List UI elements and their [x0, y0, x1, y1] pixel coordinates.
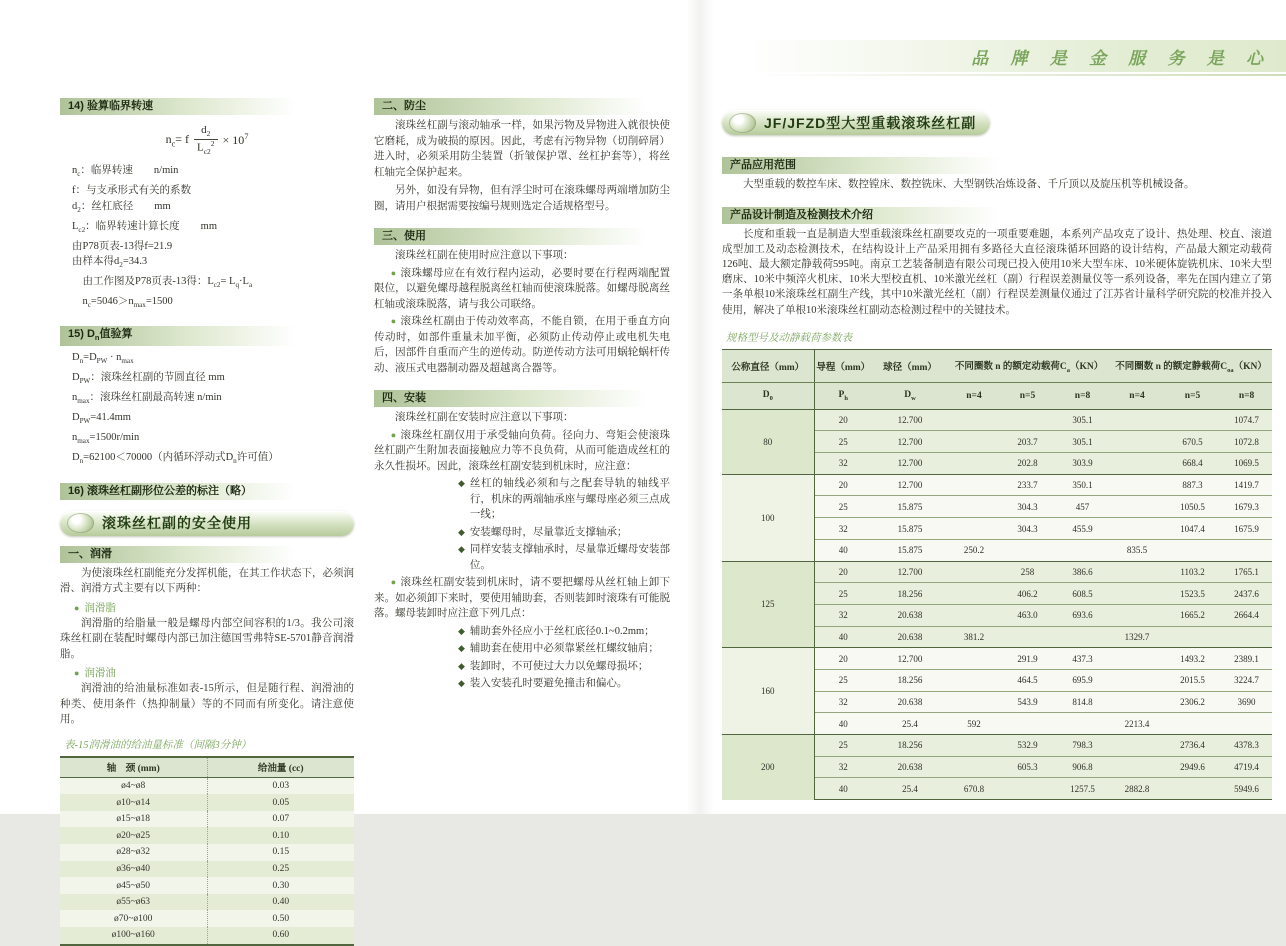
diamond-icon: ◆ [458, 678, 465, 688]
oil-table-row [60, 811, 354, 828]
oil-table-cell: ø15~ø18 [60, 811, 207, 828]
spec-cell: 463.0 [1000, 604, 1055, 626]
diamond-icon: ◆ [458, 643, 465, 653]
spec-cell [1110, 648, 1164, 670]
formula-tail: × $10^7$ [222, 132, 249, 148]
def-line: $n_c$：临界转速 n/min [72, 165, 179, 179]
diamond-icon: ◆ [458, 625, 465, 636]
section-15-header: 15) $D_n$值验算 [60, 326, 354, 346]
spec-cell [1110, 453, 1164, 475]
spec-table-caption: 规格型号及动静载荷参数表 [726, 332, 852, 344]
def-line: $D_n=62100<70000$（内循环浮动式$D_n$许可值） [72, 451, 279, 465]
page-spine-shadow [686, 0, 714, 814]
product-series-title: JF/JFZD型大型重载滚珠丝杠副 [764, 114, 977, 131]
spec-cell [948, 518, 1000, 540]
spec-cell [1221, 626, 1272, 648]
dust-paragraph-2: 另外，如没有异物，但有浮尘时可在滚珠螺母两端增加防尘圈，请用户根据需要按编号规则选定合适规格型号。 [374, 185, 670, 212]
spec-cell [1110, 561, 1164, 583]
spec-cell [1164, 539, 1221, 561]
spec-cell [1000, 778, 1055, 800]
install-diamond-item [458, 676, 670, 692]
oil-table-row [60, 844, 354, 861]
section-14-header: 14) 验算临界转速 [60, 98, 354, 115]
spec-cell: 381.2 [948, 626, 1000, 648]
spec-cell: 1765.1 [1221, 561, 1272, 583]
spec-cell [1110, 409, 1164, 431]
slogan-banner [746, 40, 1286, 72]
spec-cell: 18.256 [872, 669, 948, 691]
spec-cell: 12.700 [872, 648, 948, 670]
spec-cell [1164, 713, 1221, 735]
spec-table-row [722, 561, 1272, 583]
install-bullet-1-text: 滚珠丝杠副仅用于承受轴向负荷。径向力、弯矩会使滚珠丝杠副产生附加表面接触应力等不良负荷，从而可能造成丝杠的永久性损坏。因此，滚珠丝杠副安装到机床时，应注意： [374, 429, 671, 472]
diamond-icon: ◆ [458, 526, 465, 537]
spec-cell: 25.4 [872, 778, 948, 800]
spec-cell: 25 [814, 431, 872, 453]
spec-cell [948, 409, 1000, 431]
def-line: $n_c=5046>n_{max}=1500$ [72, 296, 173, 310]
spec-cell: 4719.4 [1221, 756, 1272, 778]
def-line: 由P78页表-13得f=21.9 [72, 240, 173, 252]
spec-cell: 457 [1055, 496, 1110, 518]
fraction-numerator: $d_2$ [201, 124, 211, 139]
oil-table-cell: ø55~ø63 [60, 894, 207, 911]
spec-cell [1110, 735, 1164, 757]
spec-cell: 814.8 [1055, 691, 1110, 713]
spec-h2-n5s: n=5 [1164, 382, 1221, 409]
diamond-text: 辅助套外径应小于丝杠底径0.1~0.2mm； [469, 625, 655, 637]
spec-cell: 258 [1000, 561, 1055, 583]
spec-cell: 1679.3 [1221, 496, 1272, 518]
spec-cell [948, 453, 1000, 475]
oil-table-cell: ø28~ø32 [60, 844, 207, 861]
spec-cell [1055, 539, 1110, 561]
oil-table-cell: 0.60 [207, 927, 354, 945]
spec-cell: 40 [814, 713, 872, 735]
grease-label: 润滑脂 [84, 602, 116, 614]
fraction-denominator: $L_{c2}^2$ [194, 139, 218, 156]
spec-cell: 835.5 [1110, 539, 1164, 561]
spec-cell: 608.5 [1055, 583, 1110, 605]
spec-cell: 695.9 [1055, 669, 1110, 691]
nominal-diameter-cell: 100 [722, 474, 814, 561]
spec-cell: 887.3 [1164, 474, 1221, 496]
spec-cell [1110, 604, 1164, 626]
product-series-capsule [722, 110, 990, 135]
def-line: $n_{max}=1500r/\min$ [72, 431, 140, 445]
critical-speed-formula [60, 124, 354, 156]
spec-cell [1110, 691, 1164, 713]
install-diamond-item [458, 525, 670, 541]
spec-cell: 12.700 [872, 474, 948, 496]
table15-caption: 表-15润滑油的给油量标准（间隔3分钟） [64, 739, 252, 751]
oil-table-header-row [60, 757, 354, 778]
oil-table-cell: 0.25 [207, 861, 354, 878]
spec-h-dynamic-load: 不同圈数 n 的额定动载荷$C_a(KN)$ [948, 349, 1110, 382]
spec-cell: 2664.4 [1221, 604, 1272, 626]
spec-cell [1000, 539, 1055, 561]
oil-table-row [60, 794, 354, 811]
tech-header: 产品设计制造及检测技术介绍 [722, 207, 1068, 224]
spec-cell [948, 561, 1000, 583]
spec-cell: 3224.7 [1221, 669, 1272, 691]
spec-cell: 406.2 [1000, 583, 1055, 605]
spec-cell [1164, 409, 1221, 431]
spec-cell: 4378.3 [1221, 735, 1272, 757]
oil-table-cell: 0.30 [207, 877, 354, 894]
spec-cell [1055, 713, 1110, 735]
spec-cell: 5949.6 [1221, 778, 1272, 800]
use-bullet-2-text: 滚珠丝杠副由于传动效率高，不能自锁，在用于垂直方向传动时，如部件重量未加平衡，必须防止传动停止或电机失电后，因部件自重而产生的逆传动。防逆传动方法可用蜗轮蜗杆传动、液压式电器制动器及超越离合器等。 [374, 316, 671, 374]
use-bullet-1 [374, 266, 670, 313]
application-text: 大型重载的数控车床、数控镗床、数控铣床、大型钢铁冶炼设备、千斤顶以及旋压机等机械设备。 [743, 179, 1195, 190]
spec-header-row-2 [722, 382, 1272, 409]
spec-cell: 18.256 [872, 583, 948, 605]
spec-cell: 1072.8 [1221, 431, 1272, 453]
spec-cell [1110, 518, 1164, 540]
use-intro: 滚珠丝杠副在使用时应注意以下事项： [395, 250, 574, 261]
capsule-ball-icon [729, 113, 756, 133]
lubrication-intro: 为使滚珠丝杠副能充分发挥机能，在其工作状态下，必须润滑、润滑方式主要有以下两种： [60, 567, 354, 595]
spec-cell: 1665.2 [1164, 604, 1221, 626]
spec-cell: 1069.5 [1221, 453, 1272, 475]
spec-cell: 670.8 [948, 778, 1000, 800]
spec-cell: 798.3 [1055, 735, 1110, 757]
bullet-icon: ● [390, 267, 397, 278]
spec-cell [948, 735, 1000, 757]
spec-h2-n5: n=5 [1000, 382, 1055, 409]
spec-cell [1110, 496, 1164, 518]
spec-cell: 906.8 [1055, 756, 1110, 778]
def-line: $L_{c2}$：临界转速计算长度 mm [72, 220, 217, 234]
diamond-text: 辅助套在使用中必须靠紧丝杠螺纹轴肩； [469, 643, 659, 654]
spec-cell [948, 669, 1000, 691]
spec-table-row [722, 648, 1272, 670]
spec-cell [948, 496, 1000, 518]
spec-h2-dw: $D_w$ [872, 382, 948, 409]
diamond-text: 安装螺母时，尽量靠近支撑轴承； [469, 526, 628, 538]
middle-column [374, 98, 670, 692]
spec-cell: 2213.4 [1110, 713, 1164, 735]
def-line: 由工作图及P78页表-13得：$L_{c2}= L_q\cdot L_a$ [72, 276, 253, 290]
spec-cell: 25 [814, 735, 872, 757]
spec-cell: 15.875 [872, 518, 948, 540]
spec-cell: 12.700 [872, 561, 948, 583]
spec-cell: 291.9 [1000, 648, 1055, 670]
oil-supply-table [60, 756, 354, 946]
spec-cell [1000, 713, 1055, 735]
oil-table-cell: 0.03 [207, 777, 354, 794]
spec-table-row [722, 409, 1272, 431]
oil-table-row [60, 777, 354, 794]
spec-h2-n8: n=8 [1055, 382, 1110, 409]
spec-cell [948, 691, 1000, 713]
bullet-icon: ● [390, 429, 397, 440]
oil-table-row [60, 894, 354, 911]
install-header: 四、安装 [374, 390, 670, 407]
spec-cell: 1047.4 [1164, 518, 1221, 540]
spec-cell [1110, 583, 1164, 605]
tech-text: 长度和重载一直是制造大型重载滚珠丝杠副要攻克的一项重要难题，本系列产品攻克了设计、热处理、校直、滚道成型加工及动态检测技术，在结构设计上产品采用拥有多路径大直径滚珠循环回路的设计结构，产品最大额定动载荷126吨、最大额定静载荷595吨。南京工艺装备制造有限公司现已投入使用10米大型车床、10米硬体旋铣机床、10米大型磨床、10米中频淬火机床、10米大型校直机、10米激光丝杠（副）行程误差测量仪等一系列设备，率先在国内建立了第一条单根10米滚珠丝杠副生产线，其中10米激光丝杠（副）行程误差测量仪通过了江苏省计量科学研究院的校准并投入使用，解决了单根10米滚珠丝杠副动态检测过程中的关键技术。 [722, 228, 1272, 316]
oil-table-cell: ø36~ø40 [60, 861, 207, 878]
diamond-icon: ◆ [458, 544, 465, 554]
install-diamond-item [458, 476, 670, 523]
spec-cell: 15.875 [872, 539, 948, 561]
spec-cell [1164, 778, 1221, 800]
install-bullet-1 [374, 428, 670, 475]
diamond-text: 同样安装支撑轴承时，尽量靠近螺母安装部位。 [469, 544, 670, 571]
load-spec-table [722, 349, 1272, 800]
spec-cell: 437.3 [1055, 648, 1110, 670]
spec-cell: 25 [814, 496, 872, 518]
oil-table-cell: ø70~ø100 [60, 910, 207, 927]
section-16-header: 16) 滚珠丝杠副形位公差的标注（略） [60, 483, 354, 500]
spec-cell [1000, 626, 1055, 648]
def-line: $D_n=D_{PW} \cdot n_{max}$ [72, 352, 134, 366]
bullet-icon: ● [74, 668, 80, 679]
oil-paragraph: 润滑油的给油量标准如表-15所示，但是随行程、润滑油的种类、使用条件（热抑制量）等的不同而有所变化。请注意使用。 [60, 683, 354, 726]
spec-cell: 18.256 [872, 735, 948, 757]
spec-cell: 12.700 [872, 453, 948, 475]
spec-cell: 304.3 [1000, 518, 1055, 540]
spec-cell: 1050.5 [1164, 496, 1221, 518]
spec-cell: 668.4 [1164, 453, 1221, 475]
spec-cell: 1074.7 [1221, 409, 1272, 431]
spec-cell: 386.6 [1055, 561, 1110, 583]
spec-cell: 670.5 [1164, 431, 1221, 453]
spec-cell: 32 [814, 453, 872, 475]
nominal-diameter-cell: 160 [722, 648, 814, 735]
spec-cell: 1493.2 [1164, 648, 1221, 670]
spec-h2-ph: $P_h$ [814, 382, 872, 409]
spec-cell: 20.638 [872, 604, 948, 626]
spec-h-ball: 球径（mm） [872, 349, 948, 382]
oil-label: 润滑油 [84, 668, 116, 680]
oil-table-header-shaft: 轴 颈 (mm) [60, 757, 207, 778]
formula-fraction [194, 124, 218, 156]
safety-use-title: 滚珠丝杠副的安全使用 [102, 515, 252, 532]
install-diamond-item [458, 659, 670, 675]
spec-cell [948, 431, 1000, 453]
spec-cell: 32 [814, 756, 872, 778]
def-line: f：与支承形式有关的系数 [72, 185, 191, 197]
spec-cell: 2015.5 [1164, 669, 1221, 691]
spec-cell: 12.700 [872, 409, 948, 431]
spec-cell [1221, 713, 1272, 735]
install-intro: 滚珠丝杠副在安装时应注意以下事项： [395, 412, 574, 423]
spec-cell: 3690 [1221, 691, 1272, 713]
grease-label-line [74, 600, 354, 615]
oil-table-row [60, 910, 354, 927]
spec-h-diameter: 公称直径（mm） [722, 349, 814, 382]
use-header: 三、使用 [374, 228, 670, 245]
spec-cell [948, 756, 1000, 778]
formula-lhs: $n_c= f$ [165, 131, 189, 149]
use-bullet-2 [374, 314, 670, 376]
install-diamond-item [458, 542, 670, 573]
spec-h2-d0: $D_0$ [722, 382, 814, 409]
right-column [722, 110, 1272, 800]
oil-table-cell: 0.10 [207, 827, 354, 844]
spec-cell: 543.9 [1000, 691, 1055, 713]
spec-cell: 2949.6 [1164, 756, 1221, 778]
use-bullet-1-text: 滚珠螺母应在有效行程内运动，必要时要在行程两端配置限位，以避免螺母越程脱离丝杠轴而使滚珠脱落。如螺母脱离丝杠轴或滚珠脱落，请与我公司联络。 [374, 267, 671, 310]
install-bullet-2 [374, 575, 670, 622]
spec-cell [1221, 539, 1272, 561]
spec-table-row [722, 735, 1272, 757]
spec-cell: 20 [814, 409, 872, 431]
spec-table-row [722, 474, 1272, 496]
spec-h-lead: 导程（mm） [814, 349, 872, 382]
install-diamond-item [458, 641, 670, 657]
spec-h2-n4: n=4 [948, 382, 1000, 409]
spec-cell: 20.638 [872, 626, 948, 648]
def-line: $D_{PW}$：滚珠丝杠副的节圆直径 mm [72, 372, 225, 386]
safety-use-capsule [60, 511, 354, 536]
spec-cell [948, 474, 1000, 496]
spec-cell: 20 [814, 648, 872, 670]
diamond-text: 装卸时，不可使过大力以免螺母损坏； [469, 660, 649, 672]
spec-cell: 2437.6 [1221, 583, 1272, 605]
spec-cell: 1257.5 [1055, 778, 1110, 800]
spec-cell: 1103.2 [1164, 561, 1221, 583]
oil-table-header-amount: 给油量 (cc) [207, 757, 354, 778]
diamond-icon: ◆ [458, 660, 465, 671]
spec-cell: 592 [948, 713, 1000, 735]
def-line: $d_2$：丝杠底径 mm [72, 200, 171, 214]
spec-cell [1110, 669, 1164, 691]
oil-table-cell: ø20~ø25 [60, 827, 207, 844]
spec-cell: 40 [814, 539, 872, 561]
spec-cell: 20 [814, 474, 872, 496]
grease-paragraph: 润滑脂的给脂量一般是螺母内部空间容积的1/3。我公司滚珠丝杠副在装配时螺母内部已加注德国雪弗特SE-5701静音润滑脂。 [60, 617, 354, 660]
oil-table-cell: ø100~ø160 [60, 927, 207, 945]
diamond-icon: ◆ [458, 478, 465, 488]
application-header: 产品应用范围 [722, 157, 1068, 174]
spec-cell [1110, 431, 1164, 453]
spec-cell [948, 583, 1000, 605]
spec-cell [1055, 626, 1110, 648]
oil-table-cell: ø10~ø14 [60, 794, 207, 811]
oil-table-cell: ø4~ø8 [60, 777, 207, 794]
spec-cell [1164, 626, 1221, 648]
capsule-ball-icon [67, 513, 94, 533]
dust-header: 二、防尘 [374, 98, 670, 115]
lubrication-header: 一、润滑 [60, 546, 354, 563]
spec-cell: 2306.2 [1164, 691, 1221, 713]
spec-cell: 1675.9 [1221, 518, 1272, 540]
oil-table-cell: 0.07 [207, 811, 354, 828]
spec-cell: 2882.8 [1110, 778, 1164, 800]
def-line: 由样本得$d_2=34.3$ [72, 256, 148, 270]
spec-cell: 32 [814, 691, 872, 713]
spec-cell: 202.8 [1000, 453, 1055, 475]
oil-table-cell: 0.40 [207, 894, 354, 911]
spec-h2-n4s: n=4 [1110, 382, 1164, 409]
spec-cell: 1329.7 [1110, 626, 1164, 648]
nominal-diameter-cell: 80 [722, 409, 814, 474]
spec-cell: 20 [814, 561, 872, 583]
spec-cell: 350.1 [1055, 474, 1110, 496]
oil-table-row [60, 927, 354, 945]
oil-table-cell: 0.05 [207, 794, 354, 811]
spec-cell: 605.3 [1000, 756, 1055, 778]
spec-cell: 32 [814, 518, 872, 540]
oil-table-row [60, 861, 354, 878]
spec-cell: 304.3 [1000, 496, 1055, 518]
install-bullet-2-text: 滚珠丝杠副安装到机床时，请不要把螺母从丝杠轴上卸下来。如必须卸下来时，要使用辅助套，否则装卸时滚珠有可能脱落。螺母装卸时应注意下列几点： [374, 577, 671, 619]
spec-cell: 455.9 [1055, 518, 1110, 540]
spec-cell: 305.1 [1055, 409, 1110, 431]
spec-cell [1000, 409, 1055, 431]
diamond-text: 装入安装孔时要避免撞击和偏心。 [469, 678, 628, 689]
oil-table-cell: 0.50 [207, 910, 354, 927]
spec-cell [948, 604, 1000, 626]
spec-cell: 25.4 [872, 713, 948, 735]
slogan-text: 品 牌 是 金 服 务 是 心 [971, 48, 1272, 68]
spec-cell: 40 [814, 626, 872, 648]
spec-cell: 2389.1 [1221, 648, 1272, 670]
bullet-icon: ● [390, 316, 397, 326]
spec-cell: 15.875 [872, 496, 948, 518]
nominal-diameter-cell: 125 [722, 561, 814, 648]
oil-table-cell: ø45~ø50 [60, 877, 207, 894]
spec-cell: 32 [814, 604, 872, 626]
oil-table-cell: 0.15 [207, 844, 354, 861]
spec-cell: 233.7 [1000, 474, 1055, 496]
spec-cell: 12.700 [872, 431, 948, 453]
spec-cell: 250.2 [948, 539, 1000, 561]
spec-h2-n8s: n=8 [1221, 382, 1272, 409]
spec-cell: 464.5 [1000, 669, 1055, 691]
spec-cell: 1419.7 [1221, 474, 1272, 496]
spec-cell [1110, 756, 1164, 778]
left-column [60, 98, 354, 946]
spec-cell: 20.638 [872, 756, 948, 778]
spec-h-static-load: 不同圈数 n 的额定静载荷$C_{oa}(KN)$ [1110, 349, 1272, 382]
oil-table-row [60, 877, 354, 894]
def-line: $D_{PW}=41.4mm$ [72, 412, 131, 426]
install-diamond-item [458, 624, 670, 640]
def-line: $n_{max}$：滚珠丝杠副最高转速 n/min [72, 392, 222, 406]
spec-cell: 25 [814, 583, 872, 605]
spec-cell: 305.1 [1055, 431, 1110, 453]
spec-cell: 20.638 [872, 691, 948, 713]
spec-cell: 2736.4 [1164, 735, 1221, 757]
spec-cell [1110, 474, 1164, 496]
nominal-diameter-cell: 200 [722, 735, 814, 800]
spec-cell: 203.7 [1000, 431, 1055, 453]
oil-table-row [60, 827, 354, 844]
spec-cell: 532.9 [1000, 735, 1055, 757]
spec-cell: 303.9 [1055, 453, 1110, 475]
diamond-text: 丝杠的轴线必须和与之配套导轨的轴线平行，机床的两端轴承座与螺母座必须三点成一线； [469, 478, 670, 520]
spec-cell [948, 648, 1000, 670]
oil-label-line [74, 665, 354, 680]
bullet-icon: ● [390, 577, 397, 587]
bullet-icon: ● [74, 602, 80, 613]
spec-cell: 40 [814, 778, 872, 800]
dust-paragraph-1: 滚珠丝杠副与滚动轴承一样，如果污物及异物进入就很快使它磨耗，成为破损的原因。因此，考虑有污物异物（切削碎屑）进入时，必须采用防尘装置（折皱保护罩、丝杠护套等），将丝杠轴完全保护起来。 [374, 120, 670, 178]
spec-cell: 1523.5 [1164, 583, 1221, 605]
spec-header-row-1 [722, 349, 1272, 382]
spec-cell: 25 [814, 669, 872, 691]
spec-cell: 693.6 [1055, 604, 1110, 626]
